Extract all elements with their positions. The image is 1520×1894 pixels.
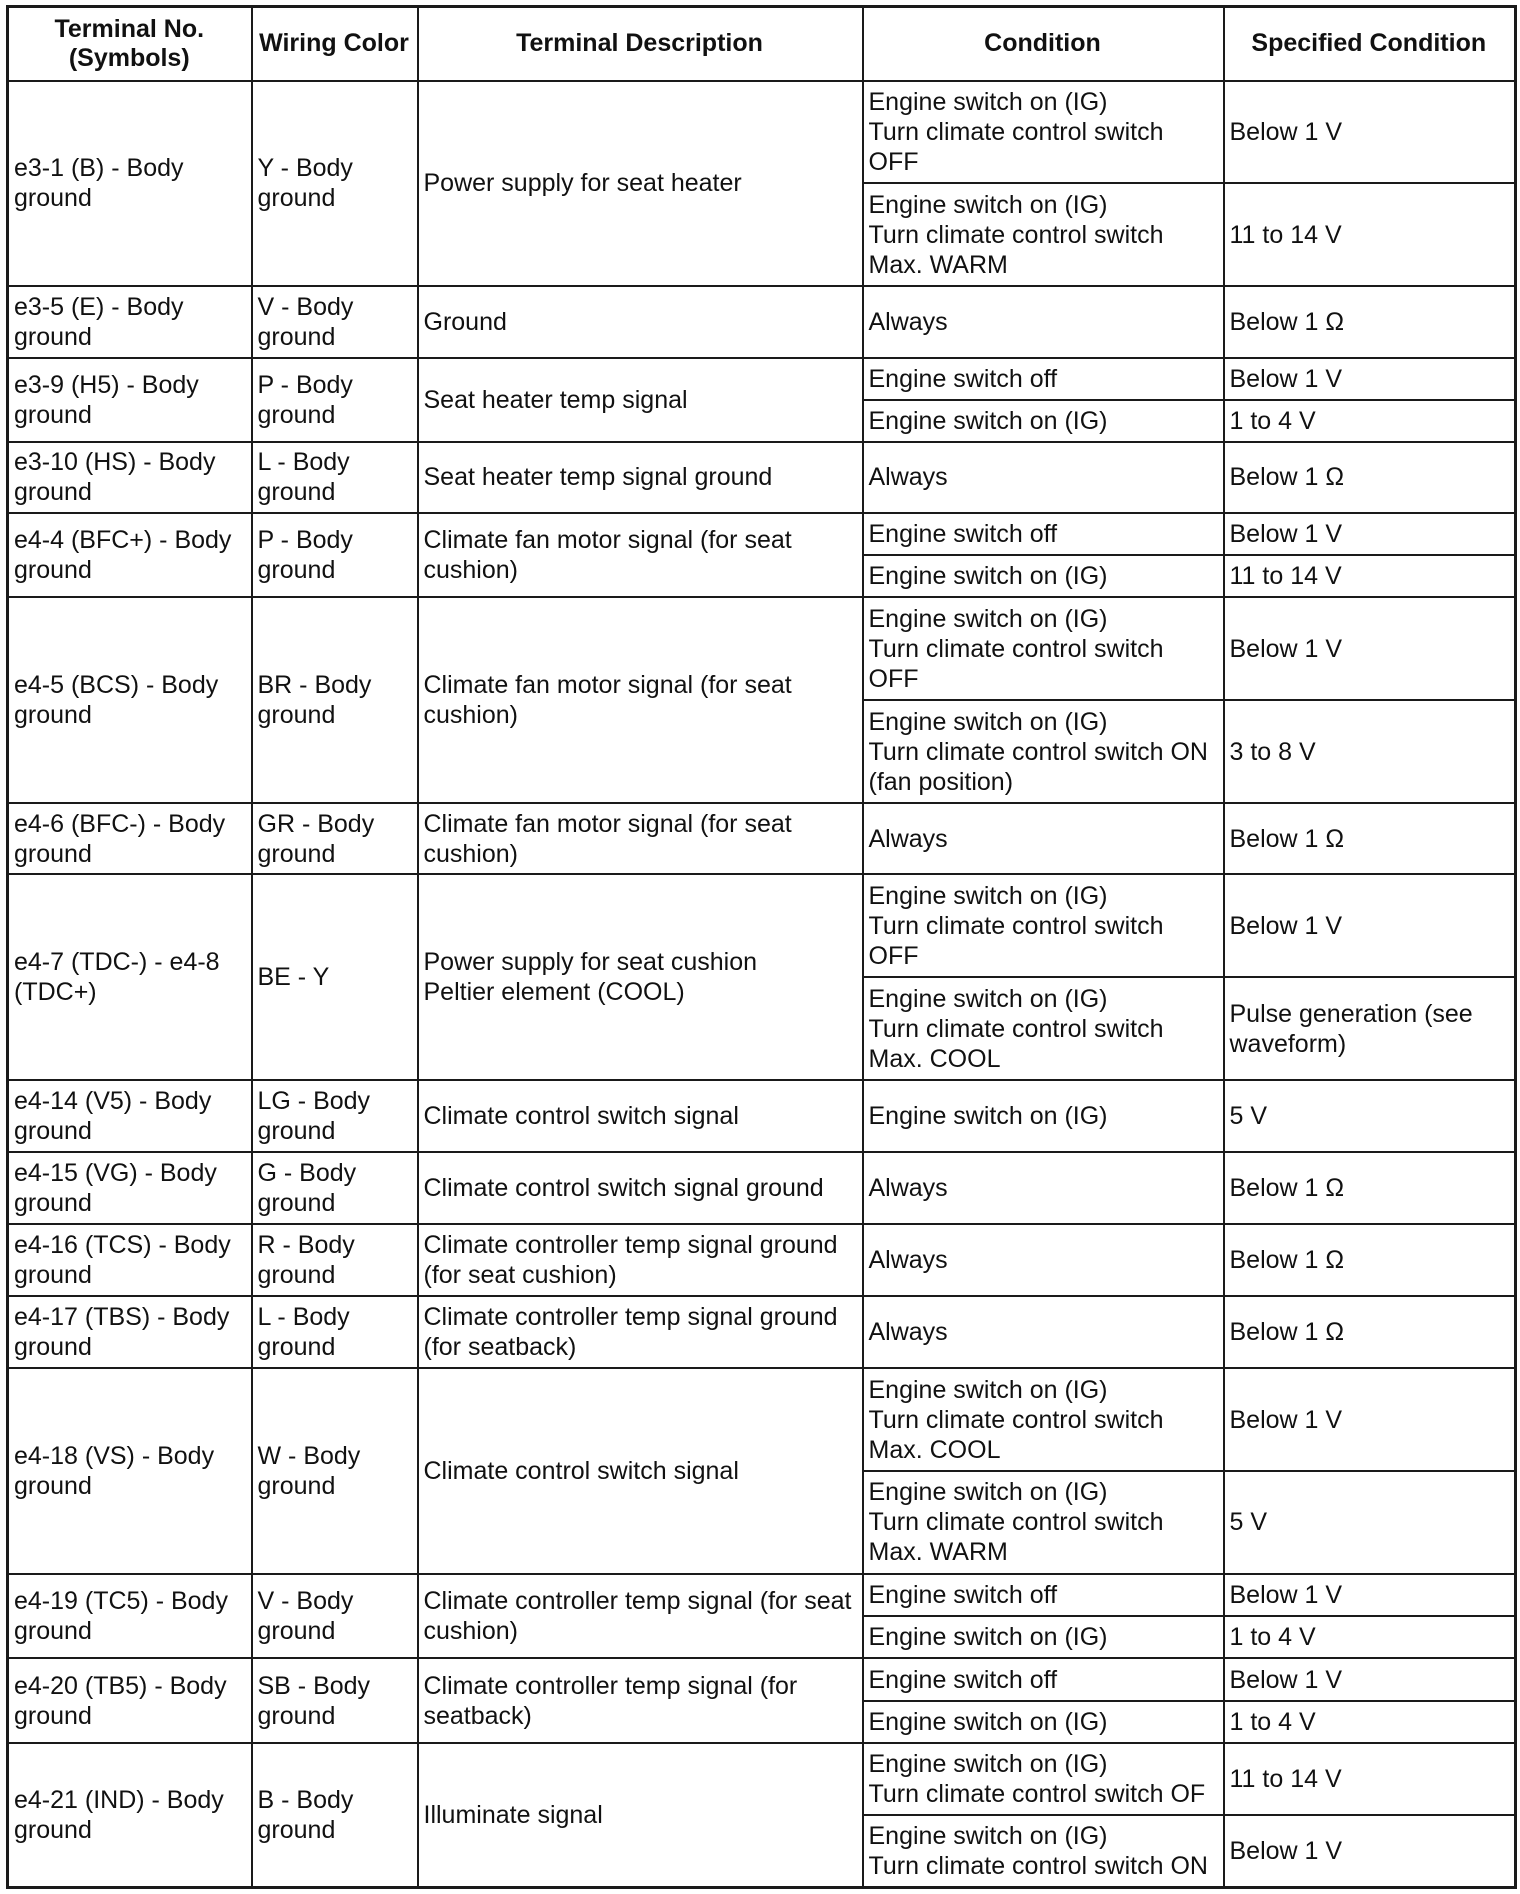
condition-cell: Engine switch off	[863, 358, 1224, 400]
table-body	[8, 81, 1516, 1888]
specified-condition-cell: Below 1 V	[1224, 513, 1516, 555]
table-row	[8, 1152, 1516, 1224]
wiring-color-cell: V - Body ground	[252, 286, 418, 357]
header-wiring-color: Wiring Color	[252, 7, 418, 81]
condition-cell: Always	[863, 1296, 1224, 1368]
terminal-description-cell: Power supply for seat heater	[418, 81, 863, 287]
condition-cell: Always	[863, 286, 1224, 357]
specified-condition-cell: Below 1 Ω	[1224, 286, 1516, 357]
terminal-description-cell: Climate fan motor signal (for seat cushion)	[418, 513, 863, 597]
terminal-no-cell: e3-1 (B) - Body ground	[8, 81, 252, 287]
terminal-no-cell: e4-5 (BCS) - Body ground	[8, 597, 252, 803]
specified-condition-cell: 3 to 8 V	[1224, 700, 1516, 803]
specified-condition-cell: 1 to 4 V	[1224, 400, 1516, 442]
specified-condition-cell: 1 to 4 V	[1224, 1701, 1516, 1743]
specified-condition-cell: Below 1 V	[1224, 874, 1516, 976]
specified-condition-cell: Below 1 Ω	[1224, 442, 1516, 513]
specified-condition-cell: Below 1 V	[1224, 1368, 1516, 1470]
header-condition: Condition	[863, 7, 1224, 81]
specified-condition-cell: 5 V	[1224, 1080, 1516, 1151]
condition-cell: Engine switch on (IG) Turn climate control switch Max. COOL	[863, 1368, 1224, 1470]
specified-condition-cell: Below 1 V	[1224, 1574, 1516, 1616]
wiring-color-cell: R - Body ground	[252, 1224, 418, 1296]
terminal-table-wrapper	[6, 5, 1514, 1889]
wiring-color-cell: P - Body ground	[252, 513, 418, 597]
header-terminal-description: Terminal Description	[418, 7, 863, 81]
specified-condition-cell: 5 V	[1224, 1471, 1516, 1574]
condition-cell: Engine switch off	[863, 1658, 1224, 1700]
terminal-no-cell: e4-6 (BFC-) - Body ground	[8, 803, 252, 874]
condition-cell: Always	[863, 803, 1224, 874]
terminal-description-cell: Climate fan motor signal (for seat cushion)	[418, 803, 863, 874]
table-row	[8, 874, 1516, 976]
wiring-color-cell: W - Body ground	[252, 1368, 418, 1574]
wiring-color-cell: Y - Body ground	[252, 81, 418, 287]
table-row	[8, 286, 1516, 357]
terminal-no-cell: e4-7 (TDC-) - e4-8 (TDC+)	[8, 874, 252, 1080]
table-row	[8, 803, 1516, 874]
terminal-description-cell: Climate control switch signal ground	[418, 1152, 863, 1224]
condition-cell: Engine switch on (IG) Turn climate control switch OF	[863, 1743, 1224, 1815]
condition-cell: Engine switch on (IG) Turn climate control switch OFF	[863, 874, 1224, 976]
terminal-no-cell: e4-16 (TCS) - Body ground	[8, 1224, 252, 1296]
specified-condition-cell: 11 to 14 V	[1224, 555, 1516, 597]
table-row	[8, 81, 1516, 183]
specified-condition-cell: Below 1 Ω	[1224, 1152, 1516, 1224]
specified-condition-cell: Below 1 Ω	[1224, 803, 1516, 874]
terminal-no-cell: e4-21 (IND) - Body ground	[8, 1743, 252, 1888]
terminal-no-cell: e4-19 (TC5) - Body ground	[8, 1574, 252, 1658]
terminal-no-cell: e3-5 (E) - Body ground	[8, 286, 252, 357]
condition-cell: Engine switch on (IG)	[863, 555, 1224, 597]
table-row	[8, 1368, 1516, 1470]
terminal-description-cell: Climate control switch signal	[418, 1368, 863, 1574]
terminal-no-cell: e3-9 (H5) - Body ground	[8, 358, 252, 442]
condition-cell: Engine switch on (IG) Turn climate control switch Max. COOL	[863, 977, 1224, 1080]
condition-cell: Engine switch off	[863, 1574, 1224, 1616]
condition-cell: Engine switch on (IG)	[863, 1616, 1224, 1658]
table-row	[8, 1658, 1516, 1700]
terminal-description-cell: Climate fan motor signal (for seat cushion)	[418, 597, 863, 803]
specified-condition-cell: Below 1 V	[1224, 1658, 1516, 1700]
terminal-no-cell: e4-14 (V5) - Body ground	[8, 1080, 252, 1151]
terminal-description-cell: Power supply for seat cushion Peltier element (COOL)	[418, 874, 863, 1080]
table-row	[8, 513, 1516, 555]
specified-condition-cell: Below 1 Ω	[1224, 1296, 1516, 1368]
table-row	[8, 1574, 1516, 1616]
specified-condition-cell: Below 1 V	[1224, 81, 1516, 183]
condition-cell: Engine switch on (IG)	[863, 1701, 1224, 1743]
header-row	[8, 7, 1516, 81]
table-row	[8, 1743, 1516, 1815]
table-row	[8, 1296, 1516, 1368]
specified-condition-cell: Pulse generation (see waveform)	[1224, 977, 1516, 1080]
condition-cell: Engine switch on (IG) Turn climate control switch ON (fan position)	[863, 700, 1224, 803]
terminal-description-cell: Climate controller temp signal (for seatback)	[418, 1658, 863, 1742]
table-row	[8, 442, 1516, 513]
specified-condition-cell: 1 to 4 V	[1224, 1616, 1516, 1658]
terminal-description-cell: Climate controller temp signal ground (for seatback)	[418, 1296, 863, 1368]
wiring-color-cell: BE - Y	[252, 874, 418, 1080]
wiring-color-cell: BR - Body ground	[252, 597, 418, 803]
terminal-no-cell: e4-15 (VG) - Body ground	[8, 1152, 252, 1224]
table-row	[8, 358, 1516, 400]
terminal-description-cell: Seat heater temp signal	[418, 358, 863, 442]
terminal-description-cell: Climate controller temp signal ground (for seat cushion)	[418, 1224, 863, 1296]
condition-cell: Engine switch on (IG) Turn climate control switch Max. WARM	[863, 1471, 1224, 1574]
condition-cell: Engine switch on (IG)	[863, 1080, 1224, 1151]
wiring-color-cell: GR - Body ground	[252, 803, 418, 874]
terminal-description-cell: Climate control switch signal	[418, 1080, 863, 1151]
terminal-description-cell: Illuminate signal	[418, 1743, 863, 1888]
wiring-color-cell: P - Body ground	[252, 358, 418, 442]
specified-condition-cell: Below 1 V	[1224, 1815, 1516, 1888]
wiring-color-cell: SB - Body ground	[252, 1658, 418, 1742]
table-row	[8, 597, 1516, 699]
header-terminal-no: Terminal No. (Symbols)	[8, 7, 252, 81]
condition-cell: Engine switch on (IG) Turn climate control switch OFF	[863, 597, 1224, 699]
table-row	[8, 1224, 1516, 1296]
terminal-description-cell: Seat heater temp signal ground	[418, 442, 863, 513]
condition-cell: Engine switch on (IG) Turn climate control switch ON	[863, 1815, 1224, 1888]
wiring-color-cell: B - Body ground	[252, 1743, 418, 1888]
table-row	[8, 1080, 1516, 1151]
terminal-table	[6, 5, 1517, 1889]
condition-cell: Engine switch on (IG) Turn climate control switch OFF	[863, 81, 1224, 183]
wiring-color-cell: V - Body ground	[252, 1574, 418, 1658]
condition-cell: Always	[863, 1152, 1224, 1224]
wiring-color-cell: L - Body ground	[252, 1296, 418, 1368]
specified-condition-cell: Below 1 V	[1224, 597, 1516, 699]
terminal-no-cell: e4-17 (TBS) - Body ground	[8, 1296, 252, 1368]
terminal-description-cell: Climate controller temp signal (for seat cushion)	[418, 1574, 863, 1658]
condition-cell: Engine switch on (IG) Turn climate control switch Max. WARM	[863, 183, 1224, 286]
condition-cell: Engine switch on (IG)	[863, 400, 1224, 442]
wiring-color-cell: L - Body ground	[252, 442, 418, 513]
wiring-color-cell: LG - Body ground	[252, 1080, 418, 1151]
terminal-no-cell: e3-10 (HS) - Body ground	[8, 442, 252, 513]
specified-condition-cell: Below 1 V	[1224, 358, 1516, 400]
specified-condition-cell: 11 to 14 V	[1224, 1743, 1516, 1815]
header-specified-condition: Specified Condition	[1224, 7, 1516, 81]
specified-condition-cell: 11 to 14 V	[1224, 183, 1516, 286]
terminal-no-cell: e4-20 (TB5) - Body ground	[8, 1658, 252, 1742]
condition-cell: Always	[863, 442, 1224, 513]
terminal-no-cell: e4-18 (VS) - Body ground	[8, 1368, 252, 1574]
specified-condition-cell: Below 1 Ω	[1224, 1224, 1516, 1296]
wiring-color-cell: G - Body ground	[252, 1152, 418, 1224]
condition-cell: Always	[863, 1224, 1224, 1296]
condition-cell: Engine switch off	[863, 513, 1224, 555]
terminal-no-cell: e4-4 (BFC+) - Body ground	[8, 513, 252, 597]
terminal-description-cell: Ground	[418, 286, 863, 357]
